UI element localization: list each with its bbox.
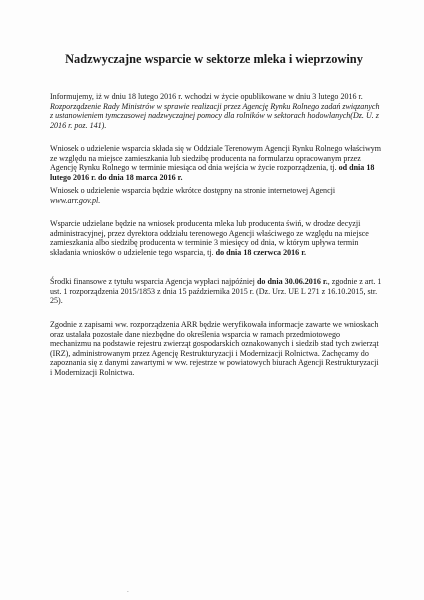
document-title: Nadzwyczajne wsparcie w sektorze mleka i wieprzowiny xyxy=(65,52,363,66)
paragraph-regulation-intro: Informujemy, iż w dniu 18 lutego 2016 r. wchodzi w życie opublikowane w dniu 3 lutego 2016 r. xyxy=(50,92,363,101)
paragraph-payment-intro: Środki finansowe z tytułu wsparcia Agencja wypłaci najpóźniej xyxy=(50,277,257,286)
paragraph-form-availability xyxy=(50,186,382,205)
paragraph-payment xyxy=(50,277,382,306)
decision-deadline: do dnia 18 czerwca 2016 r. xyxy=(215,247,307,257)
paragraph-regulation xyxy=(50,92,382,130)
paragraph-decision-text: Wsparcie udzielane będzie na wniosek producenta mleka lub producenta świń, w drodze decyzji administracyjnej, przez dyrektora oddziału terenowego Agencji właściwego ze względu na miejsce zamieszkania albo siedzibę producenta w terminie 3 miesięcy od dnia, w którym upływa termin składania wniosków o udzielenie tego wsparcia, tj. xyxy=(50,219,369,257)
paragraph-verification: Zgodnie z zapisami ww. rozporządzenia ARR będzie weryfikowała informacje zawarte we wnioskach oraz ustalała pozostałe dane niezbędne do określenia wsparcia w ramach przedmiotowego mechanizmu na podstawie rejestru zwierząt gospodarskich oznakowanych i siedzib stad tych zwierząt (IRZ), administrowanym przez Agencję Restrukturyzacji i Modernizacji Rolnictwa. Zachęcamy do zapoznania się z danymi zawartymi w ww. rejestrze w powiatowych biurach Agencji Restrukturyzacji i Modernizacji Rolnictwa. xyxy=(50,320,379,377)
payment-deadline: do dnia 30.06.2016 r. xyxy=(256,277,328,286)
scan-mark: ˜ xyxy=(127,592,129,597)
application-period: od dnia 18 lutego 2016 r. do dnia 18 marca 2016 r. xyxy=(50,163,375,182)
paragraph-decision xyxy=(50,219,382,257)
regulation-reference: Rozporządzenie Rady Ministrów w sprawie realizacji przez Agencję Rynku Rolnego zadań związanych z ustanowieniem tymczasowej nadzwyczajnej pomocy dla rolników w sektorach hodowlanych(Dz. U. z 2016 r. poz. 141). xyxy=(50,101,380,130)
paragraph-payment-legal-basis: , zgodnie z art. 1 ust. 1 rozporządzenia 2015/1853 z dnia 15 października 2015 r. (Dz. Urz. UE L 271 z 16.10.2015, str. 25). xyxy=(50,277,382,306)
paragraph-application-deadline xyxy=(50,144,382,182)
paragraph-application-text: Wniosek o udzielenie wsparcia składa się w Oddziale Terenowym Agencji Rynku Rolnego właściwym ze względu na miejsce zamieszkania lub siedzibę producenta na formularzu opracowanym przez Agencję Rynku Rolnego w terminie miesiąca od dnia wejścia w życie rozporządzenia, tj. xyxy=(50,144,382,173)
agency-website-link: www.arr.gov.pl. xyxy=(50,195,101,205)
paragraph-form-text: Wniosek o udzielenie wsparcia będzie wkrótce dostępny na stronie internetowej Agencji xyxy=(50,186,336,195)
